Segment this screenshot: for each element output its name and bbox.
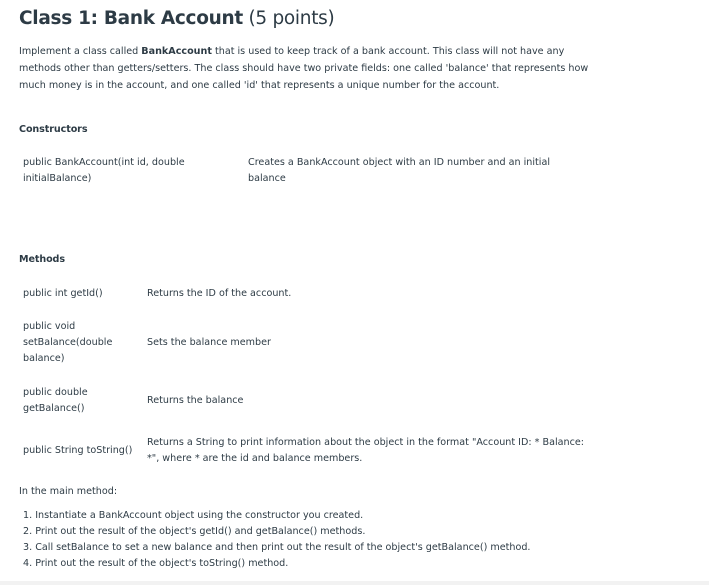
list-item: 3. Call setBalance to set a new balance and then print out the result of the object's getBalance() method.: [23, 542, 531, 553]
intro-paragraph: [19, 43, 594, 94]
method-description-tostring: Returns a String to print information about the object in the format "Account ID: * Balance: *", where * are the id and balance members.: [147, 437, 585, 464]
methods-heading: Methods: [19, 254, 65, 265]
method-description-setbalance: Sets the balance member: [147, 337, 271, 348]
intro-text-before: Implement a class called: [19, 46, 142, 57]
method-description-getbalance: Returns the balance: [147, 395, 244, 406]
page-title: [19, 8, 334, 29]
list-item: 1. Instantiate a BankAccount object using the constructor you created.: [23, 510, 364, 521]
method-signature-tostring: public String toString(): [23, 445, 133, 456]
constructor-description: Creates a BankAccount object with an ID number and an initial balance: [248, 157, 551, 184]
list-item: 4. Print out the result of the object's toString() method.: [23, 558, 289, 569]
constructor-signature: public BankAccount(int id, double initialBalance): [23, 157, 185, 184]
intro-class-name: BankAccount: [141, 46, 212, 57]
method-signature-setbalance: public void setBalance(double balance): [23, 321, 113, 364]
list-item: 2. Print out the result of the object's getId() and getBalance() methods.: [23, 526, 366, 537]
intro-text-after: that is used to keep track of a bank account. This class will not have any methods other than getters/setters. The class should have two private fields: one called 'balance' that represents how much money is in the account, and one called 'id' that represents a unique number for the account.: [19, 46, 589, 91]
method-signature-getid: public int getId(): [23, 288, 103, 299]
constructors-heading: Constructors: [19, 124, 88, 135]
main-method-steps: [23, 508, 530, 572]
title-points: (5 points): [242, 8, 335, 29]
bottom-divider: [0, 581, 709, 585]
method-signature-getbalance: public double getBalance(): [23, 387, 88, 414]
main-method-label: In the main method:: [19, 486, 118, 497]
method-description-getid: Returns the ID of the account.: [147, 288, 292, 299]
title-class-name: Class 1: Bank Account: [19, 8, 243, 29]
